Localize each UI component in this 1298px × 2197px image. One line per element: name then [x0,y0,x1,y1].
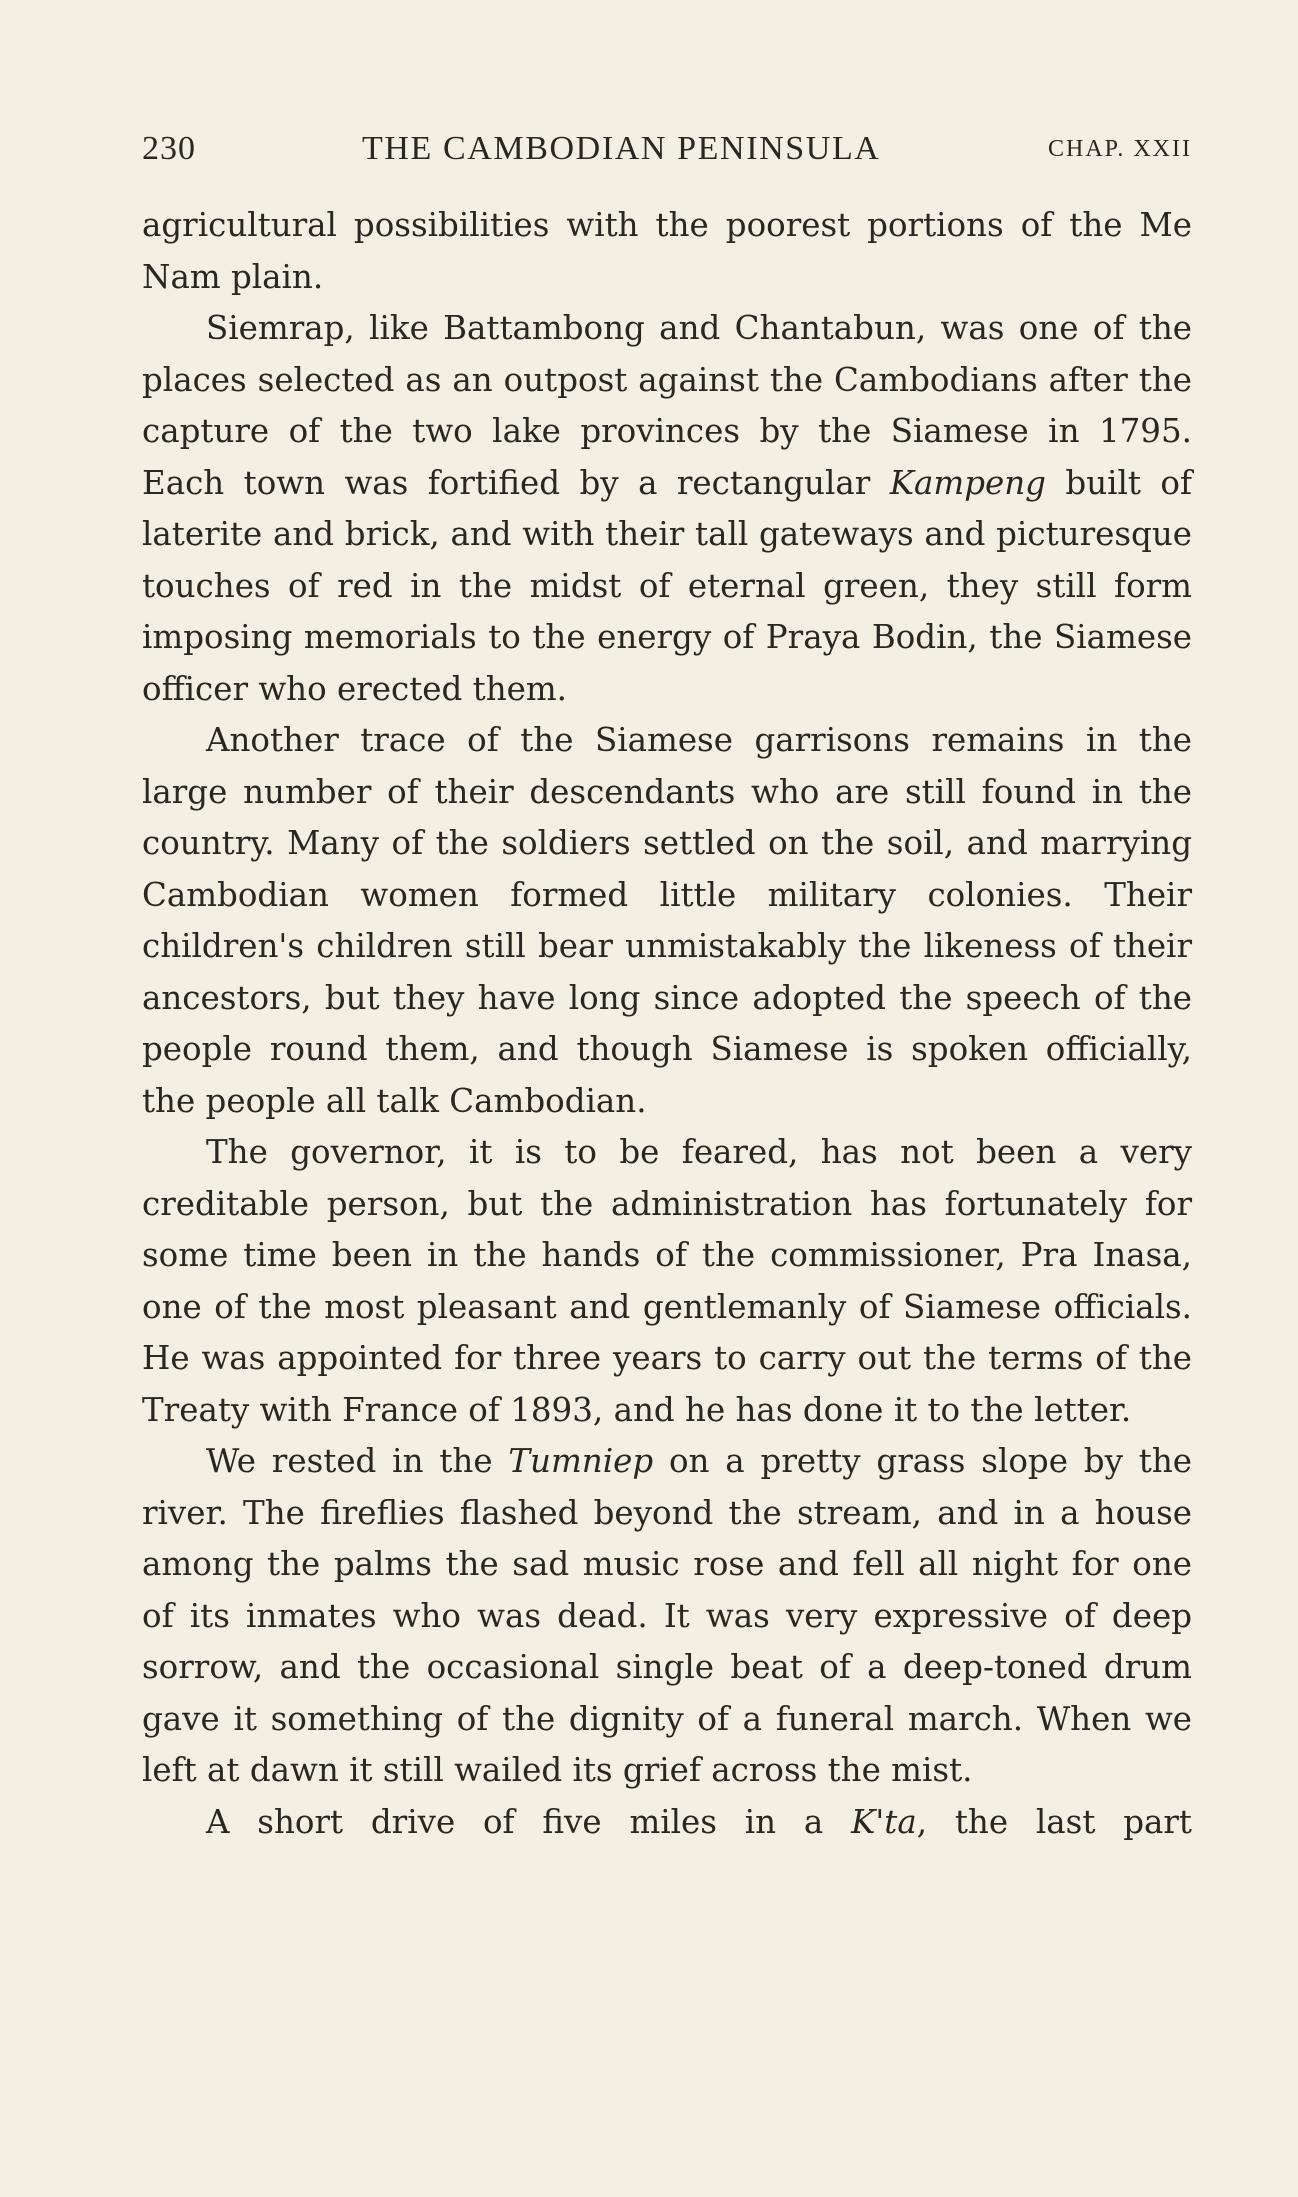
paragraph-siemrap [142,303,1192,715]
paragraph-text: We rested in the [206,1442,509,1480]
paragraph-text: built of laterite and brick, and with their tall gateways and picturesque touches of red in the midst of eternal green, they still form imposing memorials to the energy of Praya Bodin, the Siamese officer who erected them. [142,463,1193,708]
paragraph-drive [142,1797,1192,1849]
paragraph-text: , the last part [916,1802,1192,1841]
paragraph-text: Siemrap, like Battambong and Chantabun, was one of the places selected as an outpost against the Cambodians after the capture of the two lake provinces by the Siamese in 1795. Each town was fortified by a rectangular [142,309,1192,502]
page-number: 230 [142,130,196,167]
italic-term-kta: K'ta [851,1802,917,1841]
italic-term-kampeng: Kampeng [889,463,1046,502]
paragraph-text: A short drive of five miles in a [206,1802,852,1841]
running-title: THE CAMBODIAN PENINSULA [362,130,881,167]
paragraph-tumniep [142,1436,1192,1797]
paragraph-garrisons: Another trace of the Siamese garrisons remains in the large number of their descendants who are still found in the country. Many of the soldiers settled on the soil, and marrying Cambodian women formed little military colonies. Their children's children still bear unmistakably the likeness of their ancestors, but they have long since adopted the speech of the people round them, and though Siamese is spoken officially, the people all talk Cambodian. [142,721,1192,1120]
paragraph-governor: The governor, it is to be feared, has not been a very creditable person, but the administration has fortunately for some time been in the hands of the commissioner, Pra Inasa, one of the most pleasant and gentlemanly of Siamese officials. He was appointed for three years to carry out the terms of the Treaty with France of 1893, and he has done it to the letter. [142,1133,1192,1429]
body-text [142,200,1192,1848]
paragraph-text: on a pretty grass slope by the river. The fireflies flashed beyond the stream, and in a house among the palms the sad music rose and fell all night for one of its inmates who was dead. It was very expressive of deep sorrow, and the occasional single beat of a deep-toned drum gave it something of the dignity of a funeral march. When we left at dawn it still wailed its grief across the mist. [142,1442,1192,1789]
chapter-label: CHAP. XXII [1047,136,1192,162]
italic-term-tumniep: Tumniep [508,1442,654,1480]
paragraph-continued: agricultural possibilities with the poorest portions of the Me Nam plain. [142,206,1192,296]
running-head [142,118,1192,178]
book-page [142,118,1192,1848]
